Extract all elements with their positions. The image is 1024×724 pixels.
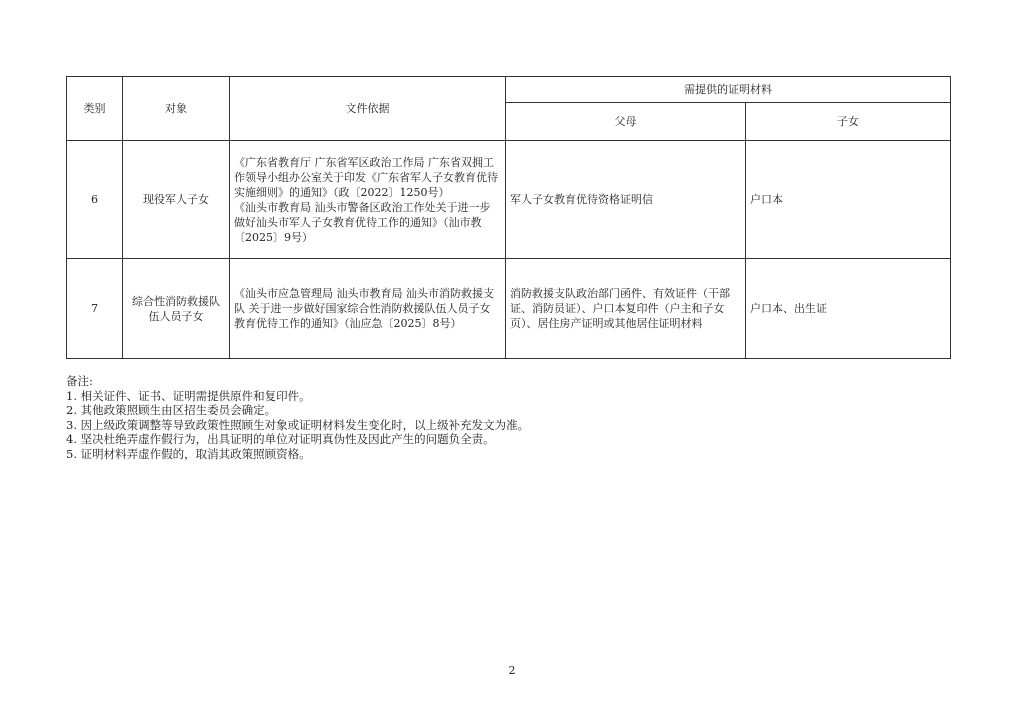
header-target: 对象 [123, 77, 230, 141]
cell-basis: 《广东省教育厅 广东省军区政治工作局 广东省双拥工作领导小组办公室关于印发《广东省军人子女教育优待实施细则》的通知》（政〔2022〕1250号） 《汕头市教育局 汕头市警备区政治工作处关于进一步做好汕头市军人子女教育优待工作的通知》（汕市教〔2025〕9号） [230, 141, 506, 259]
table-header-row [67, 77, 951, 103]
note-item: 3. 因上级政策调整等导致政策性照顾生对象或证明材料发生变化时，以上级补充发文为准。 [66, 417, 530, 432]
note-item: 4. 坚决杜绝弄虚作假行为，出具证明的单位对证明真伪性及因此产生的问题负全责。 [66, 432, 495, 446]
cell-parents: 消防救援支队政治部门函件、有效证件（干部证、消防员证）、户口本复印件（户主和子女页）、居住房产证明或其他居住证明材料 [506, 259, 746, 359]
policy-table [66, 76, 951, 359]
cell-basis: 《汕头市应急管理局 汕头市教育局 汕头市消防救援支队 关于进一步做好国家综合性消防救援队伍人员子女教育优待工作的通知》（汕应急〔2025〕8号） [230, 259, 506, 359]
header-parents: 父母 [506, 103, 746, 141]
cell-children: 户口本 [746, 141, 951, 259]
note-item: 2. 其他政策照顾生由区招生委员会确定。 [66, 403, 277, 417]
table-row [67, 259, 951, 359]
notes-title: 备注: [66, 374, 93, 388]
table-row [67, 141, 951, 259]
cell-children: 户口本、出生证 [746, 259, 951, 359]
notes-section [66, 374, 946, 461]
header-children: 子女 [746, 103, 951, 141]
note-item: 1. 相关证件、证书、证明需提供原件和复印件。 [66, 388, 311, 403]
header-materials-group: 需提供的证明材料 [506, 77, 951, 103]
cell-target: 综合性消防救援队伍人员子女 [123, 259, 230, 359]
cell-target: 现役军人子女 [123, 141, 230, 259]
note-item: 5. 证明材料弄虚作假的，取消其政策照顾资格。 [66, 446, 311, 461]
header-category: 类别 [67, 77, 123, 141]
header-basis: 文件依据 [230, 77, 506, 141]
cell-category: 6 [67, 141, 123, 259]
cell-parents: 军人子女教育优待资格证明信 [506, 141, 746, 259]
page-number: 2 [508, 664, 516, 677]
cell-category: 7 [67, 259, 123, 359]
